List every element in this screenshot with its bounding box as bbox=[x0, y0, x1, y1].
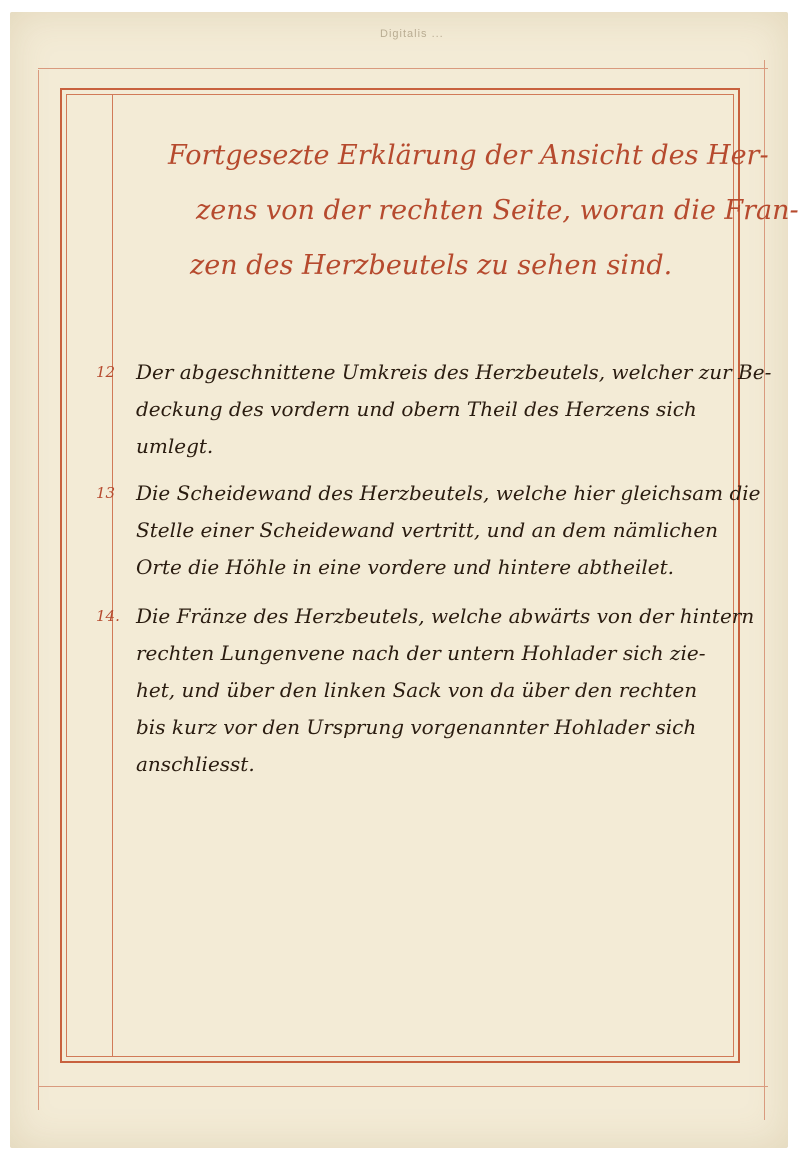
entry-text bbox=[136, 354, 772, 465]
bottom-rule bbox=[38, 1086, 768, 1087]
entry-number: 13 bbox=[96, 484, 116, 502]
entry-line: bis kurz vor den Ursprung vorgenannter Hohlader sich bbox=[136, 715, 697, 739]
entry-text bbox=[136, 475, 761, 586]
left-rule bbox=[38, 70, 39, 1110]
entry-line: Die Fränze des Herzbeutels, welche abwärts von der hintern bbox=[136, 604, 755, 628]
entry-12 bbox=[96, 354, 772, 465]
entry-line: Die Scheidewand des Herzbeutels, welche hier gleichsam die bbox=[136, 481, 761, 505]
entry-number: 12 bbox=[96, 363, 116, 381]
entry-line: umlegt. bbox=[136, 434, 214, 458]
entry-13 bbox=[96, 475, 761, 586]
archive-mark: Digitalis ... bbox=[380, 28, 444, 40]
page-title bbox=[150, 128, 799, 293]
entry-number: 14. bbox=[96, 607, 120, 625]
entry-line: het, und über den linken Sack von da über den rechten bbox=[136, 678, 698, 702]
entry-line: deckung des vordern und obern Theil des Herzens sich bbox=[136, 397, 697, 421]
entry-14 bbox=[96, 598, 755, 783]
title-line: zens von der rechten Seite, woran die Fran- bbox=[196, 195, 799, 226]
entry-text bbox=[136, 598, 755, 783]
title-line: Fortgesezte Erklärung der Ansicht des Her- bbox=[168, 140, 769, 171]
entry-line: rechten Lungenvene nach der untern Hohlader sich zie- bbox=[136, 641, 706, 665]
title-line: zen des Herzbeutels zu sehen sind. bbox=[190, 250, 673, 281]
entry-line: Stelle einer Scheidewand vertritt, und an dem nämlichen bbox=[136, 518, 719, 542]
entry-line: Der abgeschnittene Umkreis des Herzbeutels, welcher zur Be- bbox=[136, 360, 772, 384]
top-rule bbox=[38, 68, 768, 69]
entry-line: Orte die Höhle in eine vordere und hintere abtheilet. bbox=[136, 555, 674, 579]
entry-line: anschliesst. bbox=[136, 752, 255, 776]
